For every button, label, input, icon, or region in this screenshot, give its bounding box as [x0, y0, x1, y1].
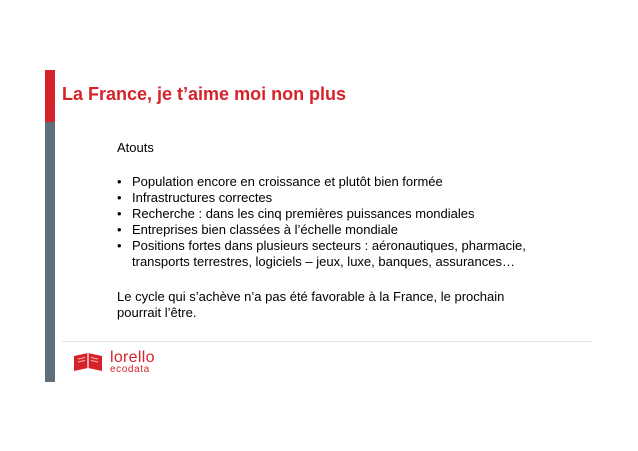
- bullet-icon: •: [117, 222, 122, 237]
- list-item: [117, 190, 527, 206]
- company-logo: [72, 349, 155, 375]
- footer-divider: [62, 341, 592, 342]
- list-item-text: Entreprises bien classées à l’échelle mondiale: [132, 222, 398, 237]
- bullet-icon: •: [117, 206, 122, 221]
- bullet-icon: •: [117, 190, 122, 205]
- logo-subtitle: ecodata: [110, 363, 150, 375]
- list-item-text: Positions fortes dans plusieurs secteurs : aéronautiques, pharmacie, transports terrestres, logiciels – jeux, luxe, banques, assurances…: [132, 238, 526, 269]
- slide-title: La France, je t’aime moi non plus: [62, 84, 347, 104]
- list-item-text: Population encore en croissance et plutôt bien formée: [132, 174, 443, 189]
- bullet-icon: •: [117, 174, 122, 189]
- logo-name: lorello: [110, 348, 155, 366]
- list-item: [117, 238, 527, 270]
- list-item: [117, 222, 527, 238]
- lorello-logo-icon: [72, 350, 104, 374]
- list-item-text: Infrastructures correctes: [132, 190, 273, 205]
- list-item-text: Recherche : dans les cinq premières puissances mondiales: [132, 206, 475, 221]
- list-item: [117, 206, 527, 222]
- closing-text: Le cycle qui s’achève n’a pas été favorable à la France, le prochain pourrait l’être.: [117, 289, 505, 320]
- slide-content: [117, 140, 527, 321]
- logo-text: [110, 350, 155, 375]
- bullet-icon: •: [117, 238, 122, 253]
- list-item: [117, 174, 527, 190]
- accent-bar-highlight: [45, 70, 55, 122]
- section-heading: Atouts: [117, 140, 154, 155]
- bullet-list: [117, 174, 527, 270]
